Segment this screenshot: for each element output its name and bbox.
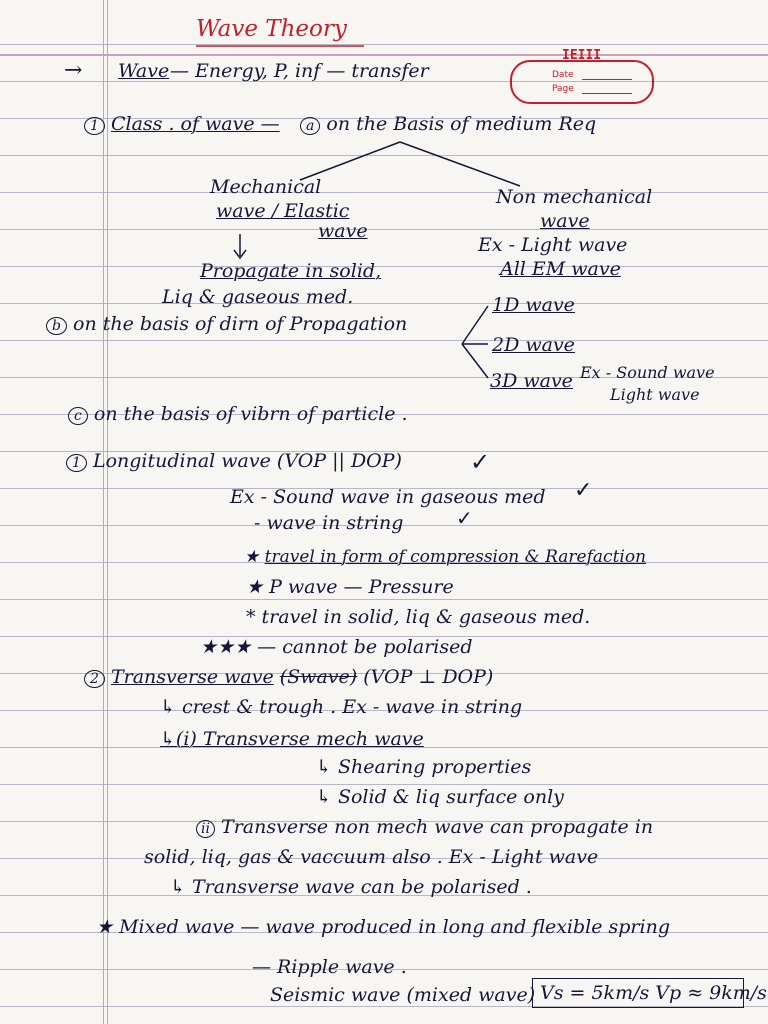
no-polarise-text: — cannot be polarised [257,636,473,658]
travel-text: travel in form of compression & Rarefaction [264,547,647,567]
travel-line [244,546,646,568]
mechanical-wave-label: wave / Elastic [216,200,350,222]
longitudinal-example-2: - wave in string [254,512,404,534]
stamp-date-label: Date [552,70,574,80]
stamp-date-line [582,79,632,80]
nonmechanical-label: Non mechanical [496,186,653,208]
stamp-brand: IEIII [562,48,602,63]
stamp-page-line [582,93,632,94]
mechanical-label: Mechanical [210,176,322,198]
vibration-text: on the basis of vibrn of particle . [93,403,408,425]
longitudinal-example: Ex - Sound wave in gaseous med [230,486,546,508]
direction-heading [46,313,407,337]
transverse-nonmech-heading [196,816,653,840]
wave-3d-example-1: Ex - Sound wave [580,363,715,382]
transverse-polarised-line: ↳ Transverse wave can be polarised . [170,876,532,898]
solid-liq-line: ↳ Solid & liq surface only [316,786,564,808]
transverse-heading [84,666,493,690]
vibration-heading [68,403,408,427]
nonmech-example: Ex - Light wave [478,234,628,256]
a-marker: a [300,117,320,135]
page-title: Wave Theory [196,16,347,42]
wave-1d: 1D wave [492,294,575,316]
date-page-stamp [510,48,654,104]
line-wave-label: Wave [118,60,170,82]
seismic-wave-line: Seismic wave (mixed wave) [270,984,536,1006]
transverse-text: Transverse wave [110,666,274,688]
travel-solid-line [246,606,590,628]
transverse-nonmech-line-2: solid, liq, gas & vaccuum also . Ex - Light wave [144,846,599,868]
medium-heading [300,113,596,137]
check-icon: ✓ [470,448,491,476]
transverse-number: 2 [84,670,105,688]
stamp-page-label: Page [552,84,574,94]
travel-solid-text: travel in solid, liq & gaseous med. [261,606,591,628]
classes-number: 1 [84,117,105,135]
mechanical-wave-label-2: wave [318,220,368,242]
wave-3d: 3D wave [490,370,573,392]
pwave-text: P wave — Pressure [269,576,454,598]
transverse-vdp: (VOP ⊥ DOP) [363,666,494,688]
nonmech-em: All EM wave [500,258,621,280]
line-wave-definition: — Energy, P, inf — transfer [170,60,429,82]
crest-trough-line: ↳ crest & trough . Ex - wave in string [160,696,523,718]
mixed-wave-line [96,916,670,938]
wave-2d: 2D wave [492,334,575,356]
transverse-nonmech-text: Transverse non mech wave can propagate in [221,816,654,838]
pwave-line [246,576,454,598]
transverse-nonmech-number: ii [196,820,215,838]
no-polarise-line [200,636,473,658]
pwave-mark: ★ [246,576,264,598]
mixed-mark: ★ [96,916,114,938]
check-icon-2: ✓ [574,478,593,503]
nonmechanical-wave-label: wave [540,210,590,232]
shearing-line: ↳ Shearing properties [316,756,532,778]
travel-mark: ★ [244,547,260,567]
propagate-text: Propagate in solid, [200,260,382,282]
liquid-gas-text: Liq & gaseous med. [162,286,354,308]
classes-heading [84,113,280,137]
medium-text: on the Basis of medium Req [326,113,597,135]
transverse-strike: (Swave) [279,666,358,688]
no-polarise-mark: ★★★ [200,636,252,658]
longitudinal-text: Longitudinal wave (VOP || DOP) [92,450,402,472]
classes-label: Class . of wave — [110,113,280,135]
speeds-text: Vs = 5km/s Vp ≈ 9km/s [540,982,767,1004]
longitudinal-number: 1 [66,454,87,472]
check-icon-3: ✓ [456,506,473,530]
direction-text: on the basis of dirn of Propagation [73,313,408,335]
ripple-wave-line: — Ripple wave . [252,956,407,978]
transverse-mech-line: ↳(i) Transverse mech wave [160,728,424,750]
wave-3d-example [580,362,715,406]
arrow-right-icon: → [64,58,83,83]
c-marker: c [68,407,88,425]
longitudinal-heading [66,450,402,474]
mixed-text: Mixed wave — wave produced in long and flexible spring [119,916,670,938]
travel-solid-mark: * [246,606,256,628]
b-marker: b [46,317,67,335]
wave-3d-example-2: Light wave [610,385,700,404]
